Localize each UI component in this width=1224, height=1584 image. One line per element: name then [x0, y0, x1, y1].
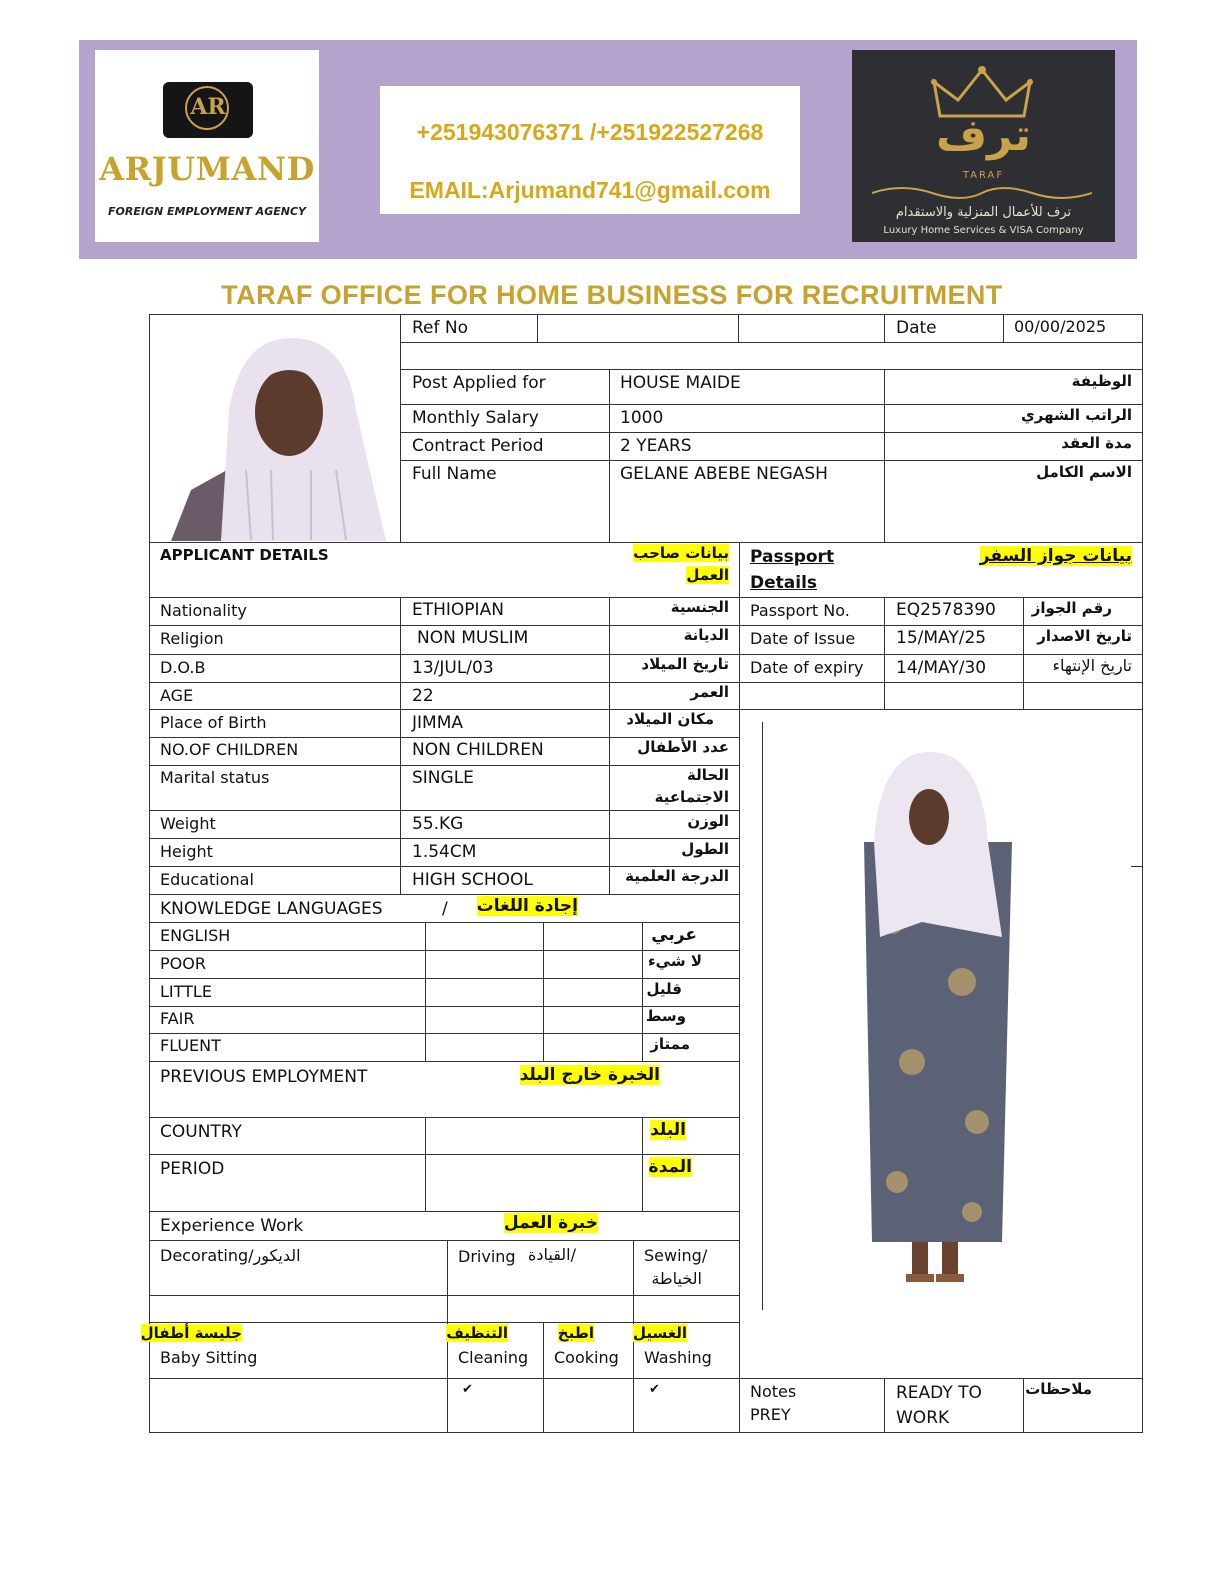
contract-label: Contract Period — [412, 436, 544, 456]
children-label: NO.OF CHILDREN — [160, 740, 299, 759]
contract-value: 2 YEARS — [620, 436, 692, 456]
full-name-label-ar: الاسم الكامل — [1036, 463, 1132, 481]
education-label-ar: الدرجة العلمية — [625, 867, 729, 885]
nationality-value: ETHIOPIAN — [412, 600, 504, 620]
previous-employment-heading: PREVIOUS EMPLOYMENT — [160, 1067, 368, 1087]
issue-date-value: 15/MAY/25 — [896, 628, 987, 648]
full-name-value: GELANE ABEBE NEGASH — [620, 464, 828, 484]
education-label: Educational — [160, 870, 254, 889]
taraf-name-ar: ترف — [935, 110, 1031, 161]
arjumand-brand: ARJUMAND — [99, 150, 315, 188]
salary-value: 1000 — [620, 408, 664, 428]
languages-heading-slash: / — [442, 899, 448, 919]
taraf-subtitle-ar: ترف للأعمال المنزلية والاستقدام — [895, 205, 1072, 220]
period-label: PERIOD — [160, 1159, 225, 1179]
passport-heading-2: Details — [750, 573, 818, 593]
nationality-label-ar: الجنسية — [670, 598, 729, 616]
lang-arabic-label-ar: عربي — [651, 925, 697, 945]
cleaning-label-ar: التنظيف — [446, 1324, 508, 1342]
washing-label-ar: الغسيل — [632, 1324, 687, 1342]
weight-value: 55.KG — [412, 814, 464, 834]
notes-label-ar: ملاحظات — [1025, 1380, 1092, 1398]
languages-heading: KNOWLEDGE LANGUAGES — [160, 899, 383, 919]
cleaning-label: Cleaning — [458, 1348, 529, 1367]
applicant-portrait-photo — [151, 330, 399, 541]
lang-fluent-label: FLUENT — [160, 1036, 221, 1055]
baby-sitting-label: Baby Sitting — [160, 1348, 258, 1367]
post-value: HOUSE MAIDE — [620, 373, 741, 393]
expiry-date-label-ar: تاريخ الإنتهاء — [1052, 656, 1132, 675]
previous-employment-heading-ar: الخبرة خارج البلد — [519, 1065, 660, 1085]
notes-label-2: PREY — [750, 1405, 791, 1424]
height-label: Height — [160, 842, 213, 861]
photo-frame-line — [762, 722, 763, 1310]
taraf-subtitle-en: Luxury Home Services & VISA Company — [883, 225, 1084, 236]
contract-label-ar: مدة العقد — [1061, 434, 1132, 452]
height-label-ar: الطول — [681, 840, 729, 858]
contact-phones: +251943076371 /+251922527268 — [416, 119, 764, 145]
lang-poor-label: POOR — [160, 954, 206, 973]
passport-no-label-ar: رقم الجواز — [1031, 599, 1112, 617]
lang-fluent-label-ar: ممتاز — [650, 1035, 690, 1053]
country-label: COUNTRY — [160, 1122, 242, 1142]
applicant-details-heading: APPLICANT DETAILS — [160, 546, 329, 564]
religion-label: Religion — [160, 629, 224, 648]
expiry-date-value: 14/MAY/30 — [896, 658, 987, 678]
sewing-label: Sewing/ — [644, 1246, 708, 1265]
lang-little-label-ar: قليل — [646, 980, 682, 998]
arjumand-monogram-icon: AR — [163, 82, 253, 138]
passport-no-value: EQ2578390 — [896, 600, 996, 620]
ref-no-label: Ref No — [412, 318, 469, 338]
height-value: 1.54CM — [412, 842, 477, 862]
country-label-ar: البلد — [650, 1120, 686, 1140]
contact-email: EMAIL:Arjumand741@gmail.com — [409, 177, 771, 203]
lang-little-label: LITTLE — [160, 982, 212, 1001]
lang-poor-label-ar: لا شيء — [648, 952, 702, 970]
issue-date-label-ar: تاريخ الاصدار — [1037, 627, 1132, 645]
driving-label-ar: /القيادة — [527, 1245, 576, 1264]
photo-frame-tick — [1131, 866, 1142, 867]
children-label-ar: عدد الأطفال — [637, 738, 729, 756]
document-title: TARAF OFFICE FOR HOME BUSINESS FOR RECRUITMENT — [221, 280, 1003, 310]
notes-value-2: WORK — [896, 1408, 950, 1428]
weight-label: Weight — [160, 814, 216, 833]
weight-label-ar: الوزن — [687, 812, 729, 830]
lang-fair-label: FAIR — [160, 1009, 195, 1028]
washing-check-icon: ✔ — [649, 1382, 660, 1397]
age-label-ar: العمر — [690, 683, 729, 701]
dob-label-ar: تاريخ الميلاد — [641, 655, 729, 673]
marital-label: Marital status — [160, 768, 270, 787]
lang-fair-label-ar: وسط — [645, 1007, 686, 1025]
arjumand-tagline: FOREIGN EMPLOYMENT AGENCY — [108, 205, 306, 218]
religion-label-ar: الديانة — [683, 626, 729, 644]
cooking-label-ar: اطبخ — [557, 1324, 594, 1342]
cleaning-check-icon: ✔ — [462, 1382, 473, 1397]
passport-no-label: Passport No. — [750, 601, 850, 620]
place-of-birth-label: Place of Birth — [160, 713, 267, 732]
applicant-details-heading-ar-2: العمل — [686, 566, 729, 584]
period-label-ar: المدة — [648, 1157, 692, 1177]
children-value: NON CHILDREN — [412, 740, 544, 760]
driving-label: Driving — [458, 1247, 516, 1266]
notes-label: Notes — [750, 1382, 797, 1401]
lang-english-label: ENGLISH — [160, 926, 231, 945]
salary-label: Monthly Salary — [412, 408, 539, 428]
age-label: AGE — [160, 686, 194, 705]
passport-heading-1: Passport — [750, 547, 835, 567]
salary-label-ar: الراتب الشهري — [1021, 406, 1132, 424]
experience-heading: Experience Work — [160, 1216, 304, 1236]
nationality-label: Nationality — [160, 601, 247, 620]
languages-heading-ar: إجادة اللغات — [476, 896, 578, 916]
baby-sitting-label-ar: جليسة أطفال — [140, 1324, 242, 1342]
marital-label-ar: الحالة — [687, 766, 729, 784]
notes-value: READY TO — [896, 1383, 982, 1403]
age-value: 22 — [412, 686, 434, 706]
marital-value: SINGLE — [412, 768, 474, 788]
post-label: Post Applied for — [412, 373, 546, 393]
date-value: 00/00/2025 — [1014, 317, 1107, 336]
religion-value: NON MUSLIM — [417, 628, 529, 648]
decorating-label: Decorating/الديكور — [160, 1246, 301, 1265]
applicant-details-heading-ar-1: بيانات صاحب — [633, 544, 729, 562]
experience-heading-ar: خبرة العمل — [503, 1213, 598, 1233]
passport-heading-ar: بيانات جواز السفر — [979, 546, 1132, 566]
marital-label-ar-2: الاجتماعية — [654, 788, 729, 806]
date-label: Date — [896, 318, 937, 338]
place-of-birth-value: JIMMA — [412, 713, 463, 733]
post-label-ar: الوظيفة — [1071, 372, 1132, 390]
washing-label: Washing — [644, 1348, 712, 1367]
issue-date-label: Date of Issue — [750, 629, 856, 648]
expiry-date-label: Date of expiry — [750, 658, 864, 677]
dob-value: 13/JUL/03 — [412, 658, 494, 678]
taraf-name-en: TARAF — [962, 170, 1005, 181]
full-name-label: Full Name — [412, 464, 497, 484]
dob-label: D.O.B — [160, 658, 206, 677]
sewing-label-ar: الخياطة — [651, 1269, 702, 1288]
applicant-full-body-photo — [762, 722, 1142, 1312]
education-value: HIGH SCHOOL — [412, 870, 533, 890]
place-of-birth-label-ar: مكان الميلاد — [626, 710, 714, 728]
cooking-label: Cooking — [554, 1348, 619, 1367]
